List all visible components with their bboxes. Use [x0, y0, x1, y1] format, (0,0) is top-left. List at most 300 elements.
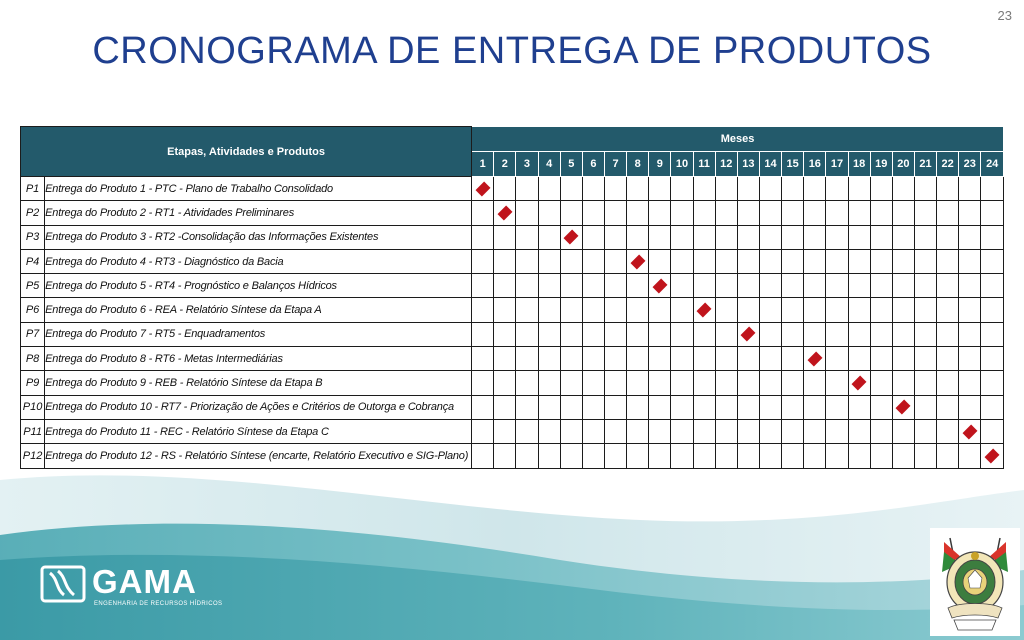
month-cell	[937, 444, 959, 468]
month-cell	[937, 177, 959, 201]
month-cell	[538, 371, 560, 395]
product-description: Entrega do Produto 9 - REB - Relatório Síntese da Etapa B	[45, 371, 472, 395]
month-cell	[848, 298, 870, 322]
month-cell	[959, 177, 981, 201]
month-cell	[759, 371, 781, 395]
month-cell	[804, 177, 826, 201]
month-cell	[759, 298, 781, 322]
month-cell	[671, 444, 693, 468]
month-cell	[804, 249, 826, 273]
month-cell	[981, 225, 1004, 249]
month-cell	[693, 444, 715, 468]
month-cell	[516, 395, 538, 419]
month-cell	[804, 395, 826, 419]
month-cell	[671, 347, 693, 371]
month-cell	[627, 322, 649, 346]
product-description: Entrega do Produto 4 - RT3 - Diagnóstico da Bacia	[45, 249, 472, 273]
schedule-body	[21, 177, 1004, 469]
product-description: Entrega do Produto 6 - REA - Relatório Síntese da Etapa A	[45, 298, 472, 322]
month-cell	[604, 371, 626, 395]
month-cell	[693, 395, 715, 419]
month-cell	[848, 395, 870, 419]
month-cell	[715, 347, 737, 371]
month-cell	[494, 225, 516, 249]
month-cell	[582, 395, 604, 419]
month-cell	[959, 347, 981, 371]
month-cell	[759, 274, 781, 298]
month-cell	[472, 225, 494, 249]
month-cell	[627, 395, 649, 419]
month-cell	[671, 249, 693, 273]
month-cell	[848, 444, 870, 468]
month-cell	[560, 298, 582, 322]
month-cell	[870, 371, 892, 395]
month-header-cell: 1	[472, 152, 494, 177]
month-cell	[604, 395, 626, 419]
month-cell	[848, 201, 870, 225]
month-cell	[693, 201, 715, 225]
month-cell	[937, 419, 959, 443]
month-cell	[604, 322, 626, 346]
month-header-cell: 24	[981, 152, 1004, 177]
month-cell	[737, 274, 759, 298]
month-cell	[627, 444, 649, 468]
month-cell	[516, 274, 538, 298]
month-cell	[494, 298, 516, 322]
month-cell	[848, 249, 870, 273]
month-cell	[826, 225, 848, 249]
month-cell	[759, 395, 781, 419]
month-cell	[737, 298, 759, 322]
month-cell	[693, 419, 715, 443]
month-cell	[649, 419, 671, 443]
month-cell	[627, 225, 649, 249]
month-cell	[715, 395, 737, 419]
month-cell	[560, 371, 582, 395]
month-cell	[538, 395, 560, 419]
table-row	[21, 177, 1004, 201]
gama-tagline: ENGENHARIA DE RECURSOS HÍDRICOS	[94, 601, 223, 607]
month-cell	[870, 249, 892, 273]
month-cell	[494, 177, 516, 201]
month-cell	[892, 395, 914, 419]
month-cell	[870, 444, 892, 468]
month-header-cell: 7	[604, 152, 626, 177]
month-cell	[472, 444, 494, 468]
month-cell	[826, 322, 848, 346]
month-cell	[959, 322, 981, 346]
month-cell	[693, 274, 715, 298]
month-cell	[937, 249, 959, 273]
month-cell	[715, 322, 737, 346]
month-cell	[848, 177, 870, 201]
milestone-diamond-icon	[475, 181, 490, 196]
month-cell	[715, 419, 737, 443]
month-cell	[649, 177, 671, 201]
month-header-cell: 12	[715, 152, 737, 177]
month-cell	[826, 298, 848, 322]
month-cell	[627, 419, 649, 443]
table-row	[21, 298, 1004, 322]
month-cell	[782, 419, 804, 443]
month-cell	[959, 371, 981, 395]
month-cell	[715, 274, 737, 298]
month-cell	[649, 322, 671, 346]
month-cell	[715, 298, 737, 322]
month-cell	[737, 249, 759, 273]
month-cell	[826, 201, 848, 225]
month-cell	[538, 225, 560, 249]
month-cell	[959, 225, 981, 249]
month-cell	[671, 395, 693, 419]
month-cell	[671, 274, 693, 298]
month-cell	[538, 298, 560, 322]
month-header-cell: 10	[671, 152, 693, 177]
month-cell	[759, 201, 781, 225]
month-cell	[737, 371, 759, 395]
month-cell	[892, 298, 914, 322]
month-cell	[582, 347, 604, 371]
month-cell	[582, 249, 604, 273]
product-code: P3	[21, 225, 45, 249]
month-cell	[937, 395, 959, 419]
month-cell	[959, 395, 981, 419]
month-cell	[759, 444, 781, 468]
month-cell	[959, 298, 981, 322]
month-cell	[649, 225, 671, 249]
month-cell	[737, 322, 759, 346]
month-cell	[914, 249, 936, 273]
table-row	[21, 347, 1004, 371]
month-cell	[649, 249, 671, 273]
month-cell	[516, 322, 538, 346]
month-cell	[715, 371, 737, 395]
month-cell	[715, 444, 737, 468]
month-cell	[671, 225, 693, 249]
month-cell	[892, 274, 914, 298]
month-header-cell: 5	[560, 152, 582, 177]
month-cell	[826, 395, 848, 419]
month-cell	[649, 298, 671, 322]
month-cell	[914, 322, 936, 346]
month-cell	[892, 419, 914, 443]
month-cell	[649, 371, 671, 395]
month-header-cell: 23	[959, 152, 981, 177]
month-cell	[959, 249, 981, 273]
gama-wordmark: GAMA	[92, 563, 197, 600]
month-header-cell: 20	[892, 152, 914, 177]
month-cell	[472, 274, 494, 298]
month-cell	[582, 225, 604, 249]
product-description: Entrega do Produto 3 - RT2 -Consolidação das Informações Existentes	[45, 225, 472, 249]
product-code: P1	[21, 177, 45, 201]
month-cell	[538, 201, 560, 225]
month-cell	[516, 298, 538, 322]
month-cell	[582, 419, 604, 443]
month-cell	[494, 274, 516, 298]
month-cell	[671, 419, 693, 443]
table-row	[21, 419, 1004, 443]
month-cell	[804, 225, 826, 249]
month-cell	[737, 347, 759, 371]
month-cell	[627, 274, 649, 298]
month-cell	[759, 225, 781, 249]
month-cell	[870, 395, 892, 419]
month-cell	[981, 322, 1004, 346]
month-cell	[582, 201, 604, 225]
month-cell	[848, 371, 870, 395]
month-cell	[627, 201, 649, 225]
month-header-cell: 14	[759, 152, 781, 177]
milestone-diamond-icon	[630, 254, 645, 269]
month-cell	[472, 371, 494, 395]
milestone-diamond-icon	[896, 400, 911, 415]
month-cell	[671, 322, 693, 346]
product-description: Entrega do Produto 5 - RT4 - Prognóstico e Balanços Hídricos	[45, 274, 472, 298]
month-cell	[472, 322, 494, 346]
product-description: Entrega do Produto 1 - PTC - Plano de Trabalho Consolidado	[45, 177, 472, 201]
month-cell	[759, 419, 781, 443]
month-cell	[870, 322, 892, 346]
month-cell	[604, 444, 626, 468]
product-description: Entrega do Produto 8 - RT6 - Metas Intermediárias	[45, 347, 472, 371]
product-description: Entrega do Produto 10 - RT7 - Priorização de Ações e Critérios de Outorga e Cobrança	[45, 395, 472, 419]
table-row	[21, 249, 1004, 273]
month-cell	[914, 177, 936, 201]
month-cell	[693, 347, 715, 371]
gama-mark-icon	[40, 565, 86, 603]
month-cell	[649, 201, 671, 225]
product-code: P12	[21, 444, 45, 468]
month-cell	[959, 201, 981, 225]
month-cell	[737, 225, 759, 249]
month-cell	[737, 201, 759, 225]
month-cell	[782, 249, 804, 273]
month-cell	[516, 444, 538, 468]
month-cell	[804, 298, 826, 322]
month-cell	[494, 371, 516, 395]
month-cell	[560, 225, 582, 249]
month-cell	[914, 347, 936, 371]
month-cell	[892, 201, 914, 225]
month-cell	[782, 371, 804, 395]
month-cell	[693, 225, 715, 249]
table-row	[21, 371, 1004, 395]
milestone-diamond-icon	[652, 278, 667, 293]
month-cell	[892, 371, 914, 395]
month-cell	[826, 347, 848, 371]
month-header-cell: 11	[693, 152, 715, 177]
month-cell	[693, 298, 715, 322]
month-cell	[737, 444, 759, 468]
month-cell	[782, 395, 804, 419]
month-cell	[649, 395, 671, 419]
month-header-cell: 9	[649, 152, 671, 177]
table-row	[21, 444, 1004, 468]
month-cell	[759, 177, 781, 201]
month-cell	[472, 177, 494, 201]
month-cell	[582, 444, 604, 468]
month-header-cell: 17	[826, 152, 848, 177]
month-cell	[671, 371, 693, 395]
month-header-cell: 8	[627, 152, 649, 177]
month-cell	[892, 347, 914, 371]
month-cell	[804, 201, 826, 225]
month-cell	[981, 371, 1004, 395]
month-cell	[604, 249, 626, 273]
month-cell	[937, 201, 959, 225]
month-cell	[671, 298, 693, 322]
month-cell	[516, 419, 538, 443]
product-code: P11	[21, 419, 45, 443]
month-cell	[981, 274, 1004, 298]
month-cell	[693, 371, 715, 395]
month-cell	[560, 419, 582, 443]
month-cell	[826, 177, 848, 201]
month-header-cell: 15	[782, 152, 804, 177]
month-cell	[959, 419, 981, 443]
product-description: Entrega do Produto 11 - REC - Relatório Síntese da Etapa C	[45, 419, 472, 443]
month-cell	[782, 444, 804, 468]
table-row	[21, 395, 1004, 419]
month-cell	[560, 444, 582, 468]
month-cell	[582, 298, 604, 322]
month-cell	[759, 249, 781, 273]
month-cell	[870, 347, 892, 371]
month-cell	[671, 201, 693, 225]
milestone-diamond-icon	[985, 448, 1000, 463]
month-cell	[826, 419, 848, 443]
month-cell	[804, 444, 826, 468]
month-cell	[472, 201, 494, 225]
month-cell	[782, 274, 804, 298]
month-cell	[981, 419, 1004, 443]
month-cell	[782, 322, 804, 346]
month-cell	[604, 347, 626, 371]
month-cell	[472, 249, 494, 273]
month-cell	[715, 177, 737, 201]
product-description: Entrega do Produto 7 - RT5 - Enquadramentos	[45, 322, 472, 346]
month-header-cell: 4	[538, 152, 560, 177]
month-cell	[627, 298, 649, 322]
month-cell	[981, 298, 1004, 322]
month-cell	[538, 177, 560, 201]
month-cell	[848, 347, 870, 371]
milestone-diamond-icon	[807, 351, 822, 366]
product-code: P2	[21, 201, 45, 225]
month-cell	[826, 274, 848, 298]
milestone-diamond-icon	[741, 327, 756, 342]
month-cell	[516, 249, 538, 273]
month-cell	[804, 347, 826, 371]
month-header-cell: 6	[582, 152, 604, 177]
month-cell	[981, 249, 1004, 273]
month-cell	[649, 274, 671, 298]
month-cell	[870, 177, 892, 201]
month-cell	[782, 201, 804, 225]
table-row	[21, 201, 1004, 225]
month-cell	[914, 225, 936, 249]
milestone-diamond-icon	[697, 303, 712, 318]
month-cell	[516, 177, 538, 201]
month-cell	[715, 201, 737, 225]
month-cell	[937, 347, 959, 371]
month-cell	[715, 249, 737, 273]
month-cell	[627, 177, 649, 201]
month-cell	[937, 322, 959, 346]
month-cell	[604, 201, 626, 225]
month-cell	[582, 274, 604, 298]
month-cell	[538, 322, 560, 346]
month-cell	[914, 419, 936, 443]
month-cell	[870, 225, 892, 249]
month-cell	[604, 419, 626, 443]
month-cell	[560, 322, 582, 346]
month-cell	[981, 177, 1004, 201]
month-cell	[627, 249, 649, 273]
month-cell	[782, 225, 804, 249]
month-header-cell: 16	[804, 152, 826, 177]
month-cell	[671, 177, 693, 201]
month-cell	[538, 274, 560, 298]
page-number: 23	[997, 8, 1012, 23]
month-cell	[560, 249, 582, 273]
month-cell	[804, 419, 826, 443]
month-header-cell: 2	[494, 152, 516, 177]
month-cell	[560, 347, 582, 371]
month-cell	[604, 177, 626, 201]
month-cell	[759, 322, 781, 346]
month-cell	[604, 298, 626, 322]
month-cell	[737, 395, 759, 419]
stages-header: Etapas, Atividades e Produtos	[21, 127, 472, 177]
month-cell	[804, 322, 826, 346]
month-cell	[604, 274, 626, 298]
month-cell	[848, 419, 870, 443]
coat-of-arms-icon	[930, 528, 1020, 636]
month-cell	[516, 347, 538, 371]
month-cell	[782, 177, 804, 201]
month-cell	[914, 201, 936, 225]
month-cell	[494, 201, 516, 225]
month-cell	[560, 177, 582, 201]
month-cell	[782, 298, 804, 322]
milestone-diamond-icon	[962, 424, 977, 439]
month-cell	[494, 347, 516, 371]
month-cell	[649, 347, 671, 371]
month-cell	[981, 395, 1004, 419]
month-cell	[892, 249, 914, 273]
product-code: P7	[21, 322, 45, 346]
months-header: Meses	[472, 127, 1004, 152]
month-cell	[804, 274, 826, 298]
month-cell	[870, 274, 892, 298]
month-cell	[892, 444, 914, 468]
milestone-diamond-icon	[497, 205, 512, 220]
month-cell	[759, 347, 781, 371]
month-cell	[848, 322, 870, 346]
month-cell	[494, 322, 516, 346]
month-cell	[494, 419, 516, 443]
month-cell	[826, 444, 848, 468]
month-header-cell: 19	[870, 152, 892, 177]
month-cell	[914, 274, 936, 298]
product-description: Entrega do Produto 12 - RS - Relatório Síntese (encarte, Relatório Executivo e SIG-Plano)	[45, 444, 472, 468]
month-cell	[914, 395, 936, 419]
month-cell	[538, 249, 560, 273]
month-cell	[782, 347, 804, 371]
month-cell	[693, 177, 715, 201]
